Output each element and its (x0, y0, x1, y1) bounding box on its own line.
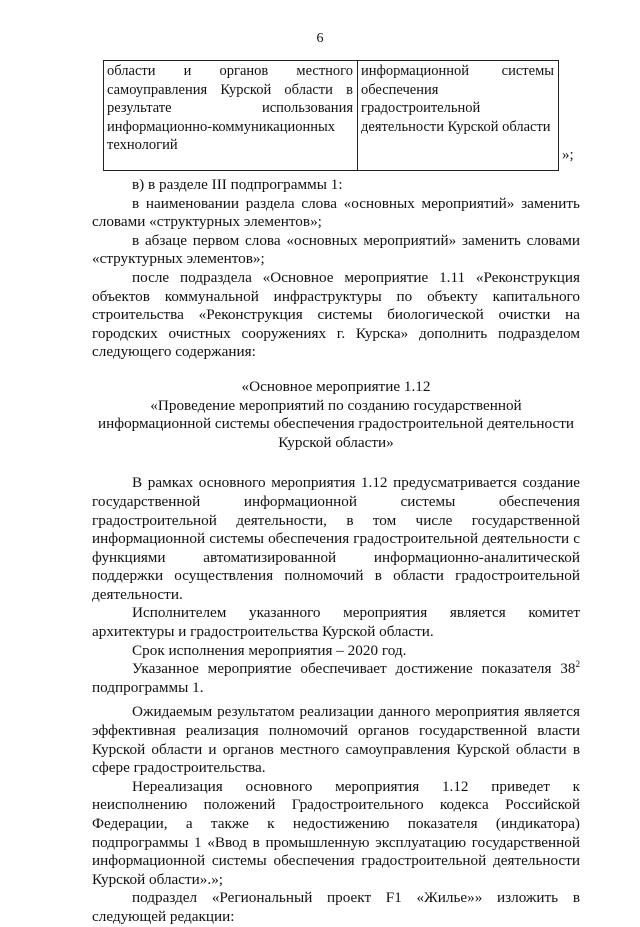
paragraph: в) в разделе III подпрограммы 1: (132, 176, 343, 193)
table-row (104, 61, 559, 171)
paragraph-text: подпрограммы 1. (92, 678, 204, 696)
paragraph: В рамках основного мероприятия 1.12 предусматривается создание государственной информационной системы обеспечения градостроительной деятельности, в том числе государственной информационной системы обеспечения градостроительной деятельности с функциями автоматизированной информационно-аналитической поддержки осуществления полномочий в области градостроительной деятельности. (92, 474, 580, 603)
table-cell-left (104, 61, 358, 171)
paragraph: Срок исполнения мероприятия – 2020 год. (132, 641, 407, 659)
paragraph: в наименовании раздела слова «основных мероприятий» заменить словами «структурных элементов»; (92, 194, 580, 231)
paragraph: после подраздела «Основное мероприятие 1.11 «Реконструкция объектов коммунальной инфраструктуры по объекту капитального строительства «Реконструкция системы биологической очистки на городских очистных сооружениях г. Курска» дополнить подразделом следующего содержания: (92, 268, 580, 361)
table-cell-text: области и органов местного самоуправления Курской области в результате использования информационно-коммуникационных технологий (107, 63, 353, 153)
table-cell-text: информационной системы обеспечения градостроительной деятельности Курской области (361, 63, 554, 135)
indicator-table-fragment (103, 60, 559, 171)
paragraph: Нереализация основного мероприятия 1.12 приведет к неисполнению положений Градостроительного кодекса Российской Федерации, а также к недостижению показателя (индикатора) подпрограммы 1 «Ввод в промышленную эксплуатацию государственной информационной системы обеспечения градостроительной деятельности Курской области».»; (92, 777, 580, 888)
section-heading-number: «Основное мероприятие 1.12 (241, 377, 431, 395)
page-number: 6 (316, 31, 324, 46)
paragraph: подраздел «Региональный проект F1 «Жилье»» изложить в следующей редакции: (92, 889, 580, 925)
section-heading-title: «Проведение мероприятий по созданию государственной информационной системы обеспечения градостроительной деятельности Курской области» (97, 396, 575, 451)
paragraph: Ожидаемым результатом реализации данного мероприятия является эффективная реализация полномочий органов государственной власти Курской области и органов местного самоуправления Курской области в сфере градостроительства. (92, 703, 580, 777)
paragraph: Исполнителем указанного мероприятия является комитет архитектуры и градостроительства Курской области. (92, 604, 580, 641)
footnote-superscript: 2 (575, 659, 580, 670)
table-cell-right (358, 61, 559, 171)
document-body (92, 176, 580, 927)
paragraph: в абзаце первом слова «основных мероприятий» заменить словами «структурных элементов»; (92, 231, 580, 268)
paragraph-text: Указанное мероприятие обеспечивает достижение показателя 38 (132, 660, 576, 678)
table-closing-quote: »; (562, 147, 574, 163)
paragraph (92, 660, 580, 697)
